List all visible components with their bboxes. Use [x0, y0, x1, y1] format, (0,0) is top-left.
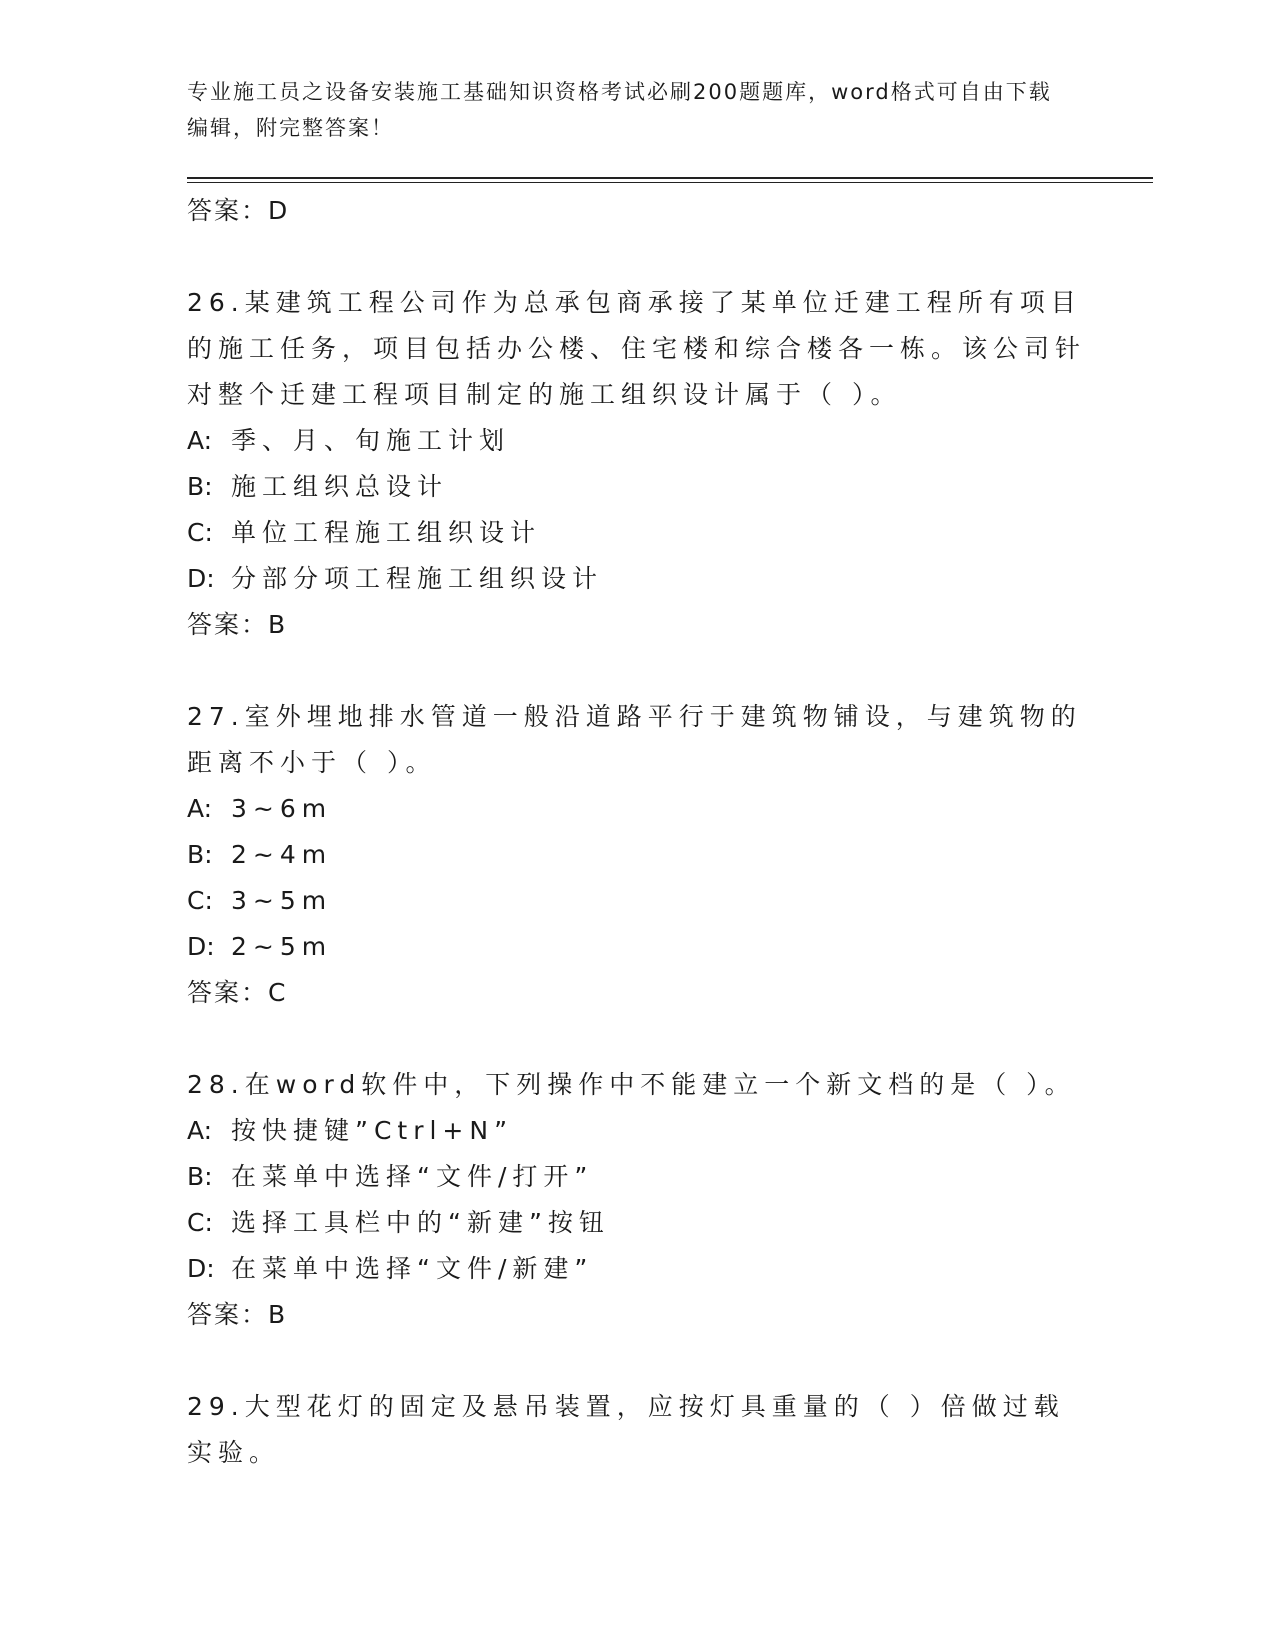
option-key: C: — [187, 1208, 213, 1237]
header-divider — [187, 177, 1153, 183]
answer-line: 答案：D — [187, 196, 290, 225]
option-a — [187, 786, 1087, 832]
question-text: 27.室外埋地排水管道一般沿道路平行于建筑物铺设，与建筑物的距离不小于（ ）。 — [187, 702, 1082, 777]
option-key: C: — [187, 518, 213, 547]
option-key: D: — [187, 564, 215, 593]
option-text: 在菜单中选择“文件/新建” — [231, 1254, 594, 1283]
option-c — [187, 510, 1087, 556]
question-28 — [187, 1062, 1087, 1338]
option-text: 2~4m — [231, 840, 333, 869]
question-text: 26.某建筑工程公司作为总承包商承接了某单位迁建工程所有项目的施工任务，项目包括办公楼、住宅楼和综合楼各一栋。该公司针对整个迁建工程项目制定的施工组织设计属于（ ）。 — [187, 288, 1087, 409]
option-c — [187, 878, 1087, 924]
option-text: 施工组织总设计 — [231, 472, 449, 501]
option-key: D: — [187, 932, 215, 961]
answer-line: 答案：B — [187, 610, 288, 639]
option-key: C: — [187, 886, 213, 915]
option-b — [187, 464, 1087, 510]
question-26 — [187, 280, 1087, 648]
option-text: 在菜单中选择“文件/打开” — [231, 1162, 594, 1191]
option-d — [187, 924, 1087, 970]
option-key: A: — [187, 794, 213, 823]
option-text: 2~5m — [231, 932, 333, 961]
option-text: 选择工具栏中的“新建”按钮 — [231, 1208, 610, 1237]
answer-line: 答案：B — [187, 1300, 288, 1329]
option-b — [187, 832, 1087, 878]
option-key: B: — [187, 472, 213, 501]
answer-line: 答案：C — [187, 978, 288, 1007]
option-key: B: — [187, 1162, 213, 1191]
option-a — [187, 1108, 1087, 1154]
question-29 — [187, 1384, 1087, 1476]
question-text: 29.大型花灯的固定及悬吊装置，应按灯具重量的（ ）倍做过载实验。 — [187, 1392, 1065, 1467]
header-title: 专业施工员之设备安装施工基础知识资格考试必刷200题题库，word格式可自由下载编辑，附完整答案！ — [187, 80, 1052, 140]
option-text: 3~6m — [231, 794, 333, 823]
question-text: 28.在word软件中，下列操作中不能建立一个新文档的是（ ）。 — [187, 1070, 1076, 1099]
option-b — [187, 1154, 1087, 1200]
question-27 — [187, 694, 1087, 1016]
option-text: 3~5m — [231, 886, 333, 915]
option-text: 按快捷键”Ctrl+N” — [231, 1116, 514, 1145]
option-key: B: — [187, 840, 213, 869]
option-key: A: — [187, 1116, 213, 1145]
page-header — [187, 74, 1067, 146]
option-d — [187, 556, 1087, 602]
option-c — [187, 1200, 1087, 1246]
option-text: 单位工程施工组织设计 — [231, 518, 542, 547]
option-d — [187, 1246, 1087, 1292]
option-a — [187, 418, 1087, 464]
option-text: 分部分项工程施工组织设计 — [231, 564, 604, 593]
option-text: 季、月、旬施工计划 — [231, 426, 511, 455]
option-key: A: — [187, 426, 213, 455]
question-list — [187, 188, 1087, 1476]
option-key: D: — [187, 1254, 215, 1283]
